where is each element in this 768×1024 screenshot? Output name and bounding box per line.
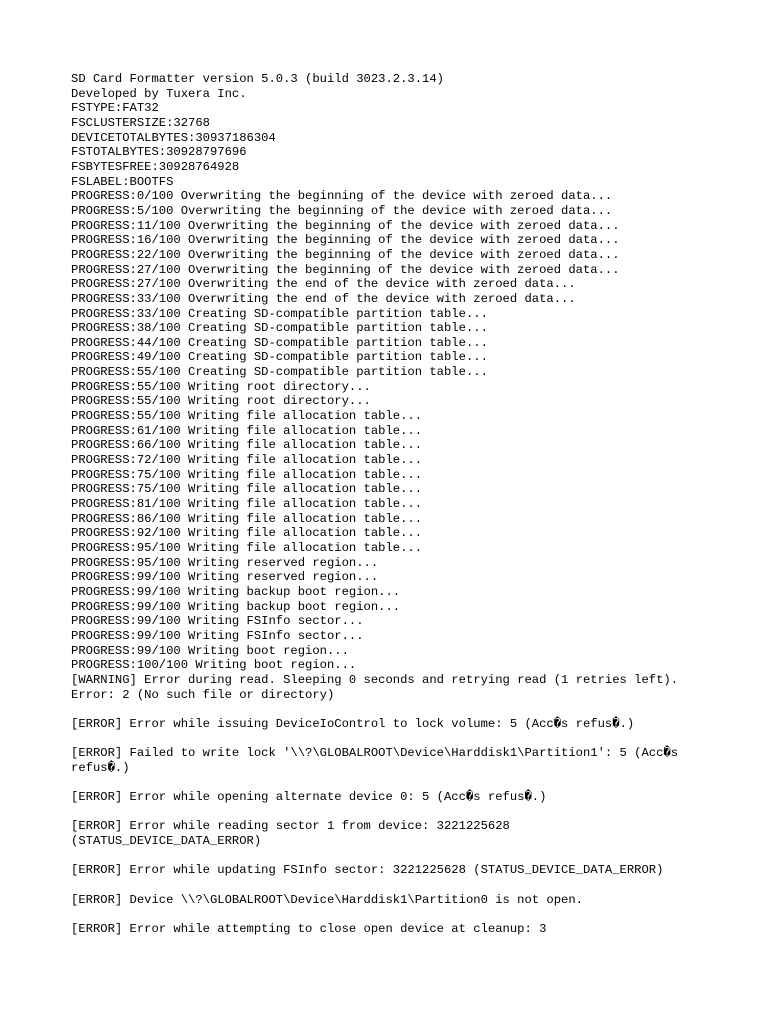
log-line: [ERROR] Error while opening alternate device 0: 5 (Acc�s refus�.) [71, 790, 547, 805]
log-line [71, 878, 731, 893]
log-line: PROGRESS:100/100 Writing boot region... [71, 658, 357, 673]
log-line: FSCLUSTERSIZE:32768 [71, 115, 210, 130]
log-line: PROGRESS:61/100 Writing file allocation table... [71, 423, 423, 438]
log-line: PROGRESS:5/100 Overwriting the beginning of the device with zeroed data... [71, 203, 613, 218]
log-line: PROGRESS:22/100 Overwriting the beginning of the device with zeroed data... [71, 247, 620, 262]
log-line: (STATUS_DEVICE_DATA_ERROR) [71, 834, 262, 849]
log-line: PROGRESS:99/100 Writing backup boot region... [71, 584, 401, 599]
log-line: PROGRESS:0/100 Overwriting the beginning of the device with zeroed data... [71, 189, 613, 204]
log-line: FSTOTALBYTES:30928797696 [71, 145, 247, 160]
log-line: PROGRESS:95/100 Writing reserved region... [71, 555, 379, 570]
log-line: [ERROR] Failed to write lock '\\?\GLOBALROOT\Device\Harddisk1\Partition1': 5 (Acc�s [71, 746, 679, 761]
log-line: Error: 2 (No such file or directory) [71, 687, 335, 702]
log-line: PROGRESS:72/100 Writing file allocation table... [71, 453, 423, 468]
log-line: PROGRESS:86/100 Writing file allocation table... [71, 511, 423, 526]
log-line: SD Card Formatter version 5.0.3 (build 3023.2.3.14) [71, 72, 444, 86]
log-line: refus�.) [71, 760, 130, 775]
log-line: FSTYPE:FAT32 [71, 101, 159, 116]
log-line: [ERROR] Error while updating FSInfo sector: 3221225628 (STATUS_DEVICE_DATA_ERROR) [71, 863, 664, 878]
log-line: PROGRESS:92/100 Writing file allocation table... [71, 526, 423, 541]
log-line [71, 732, 731, 747]
log-line: PROGRESS:55/100 Writing root directory... [71, 394, 371, 409]
log-line: PROGRESS:16/100 Overwriting the beginning of the device with zeroed data... [71, 233, 620, 248]
log-line [71, 702, 731, 717]
log-line: PROGRESS:99/100 Writing reserved region... [71, 570, 379, 585]
log-line: PROGRESS:11/100 Overwriting the beginning of the device with zeroed data... [71, 218, 620, 233]
log-line: PROGRESS:44/100 Creating SD-compatible partition table... [71, 335, 488, 350]
log-line: PROGRESS:49/100 Creating SD-compatible partition table... [71, 350, 488, 365]
log-line: PROGRESS:33/100 Creating SD-compatible partition table... [71, 306, 488, 321]
log-line: PROGRESS:81/100 Writing file allocation table... [71, 497, 423, 512]
log-line [71, 776, 731, 791]
log-line: PROGRESS:55/100 Writing root directory... [71, 379, 371, 394]
log-output [71, 72, 731, 937]
log-line: PROGRESS:55/100 Creating SD-compatible partition table... [71, 365, 488, 380]
log-line: PROGRESS:95/100 Writing file allocation table... [71, 541, 423, 555]
log-line: PROGRESS:75/100 Writing file allocation table... [71, 482, 423, 497]
log-line [71, 805, 731, 820]
log-line: [WARNING] Error during read. Sleeping 0 seconds and retrying read (1 retries left). [71, 672, 679, 687]
log-line: PROGRESS:38/100 Creating SD-compatible partition table... [71, 321, 488, 336]
log-line: PROGRESS:99/100 Writing FSInfo sector... [71, 614, 364, 629]
log-line: PROGRESS:66/100 Writing file allocation table... [71, 438, 423, 453]
log-line: Developed by Tuxera Inc. [71, 86, 247, 101]
log-line: FSLABEL:BOOTFS [71, 174, 174, 189]
log-line: PROGRESS:99/100 Writing backup boot region... [71, 599, 401, 614]
log-line [71, 907, 731, 922]
log-line: [ERROR] Error while attempting to close open device at cleanup: 3 [71, 922, 547, 937]
log-line: FSBYTESFREE:30928764928 [71, 159, 240, 174]
log-line: PROGRESS:99/100 Writing boot region... [71, 643, 349, 658]
log-line: PROGRESS:33/100 Overwriting the end of the device with zeroed data... [71, 291, 576, 306]
log-line [71, 849, 731, 864]
log-line: [ERROR] Error while issuing DeviceIoControl to lock volume: 5 (Acc�s refus�.) [71, 716, 635, 731]
log-line: [ERROR] Device \\?\GLOBALROOT\Device\Harddisk1\Partition0 is not open. [71, 892, 583, 907]
log-line: PROGRESS:55/100 Writing file allocation table... [71, 409, 423, 424]
log-line: PROGRESS:75/100 Writing file allocation table... [71, 467, 423, 482]
log-line: DEVICETOTALBYTES:30937186304 [71, 130, 276, 145]
log-line: [ERROR] Error while reading sector 1 from device: 3221225628 [71, 819, 510, 834]
log-line: PROGRESS:27/100 Overwriting the beginning of the device with zeroed data... [71, 262, 620, 277]
log-line: PROGRESS:27/100 Overwriting the end of the device with zeroed data... [71, 277, 576, 292]
log-line: PROGRESS:99/100 Writing FSInfo sector... [71, 628, 364, 643]
